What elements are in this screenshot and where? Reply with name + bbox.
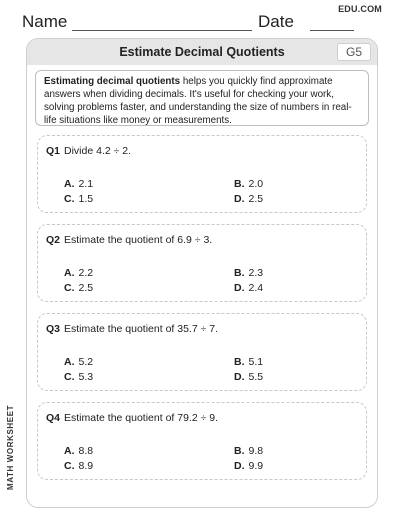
option-c[interactable]: C. 2.5 xyxy=(64,282,94,294)
question-line xyxy=(46,412,218,424)
option-a[interactable]: A. 2.1 xyxy=(64,178,94,190)
question-number: Q4 xyxy=(46,412,61,424)
option-b[interactable]: B. 2.3 xyxy=(234,267,264,279)
option-d[interactable]: D. 5.5 xyxy=(234,371,264,383)
question-text: Estimate the quotient of 35.7 ÷ 7. xyxy=(64,323,219,335)
date-label: Date xyxy=(258,12,294,31)
option-a[interactable]: A. 5.2 xyxy=(64,356,94,368)
question-4 xyxy=(37,402,367,480)
intro-bold-text: Estimating decimal quotients xyxy=(44,76,181,87)
option-c[interactable]: C. 5.3 xyxy=(64,371,94,383)
question-number: Q1 xyxy=(46,145,61,157)
side-label: MATH WORKSHEET xyxy=(6,404,15,490)
question-line xyxy=(46,323,218,335)
question-2 xyxy=(37,224,367,302)
question-text: Estimate the quotient of 6.9 ÷ 3. xyxy=(64,234,213,246)
date-line[interactable] xyxy=(310,30,354,31)
worksheet-title: Estimate Decimal Quotients xyxy=(119,45,285,59)
question-number: Q3 xyxy=(46,323,61,335)
worksheet xyxy=(26,38,378,508)
title-bar xyxy=(27,39,377,65)
question-line xyxy=(46,234,212,246)
intro-box xyxy=(35,70,369,126)
question-number: Q2 xyxy=(46,234,61,246)
option-b[interactable]: B. 9.8 xyxy=(234,445,264,457)
brand-logo: EDU.COM xyxy=(338,4,382,14)
option-a[interactable]: A. 8.8 xyxy=(64,445,94,457)
question-text: Divide 4.2 ÷ 2. xyxy=(64,145,132,157)
name-label: Name xyxy=(22,12,68,31)
intro-text: helps you quickly find approximate answers when dividing decimals. It's useful for checking your work, solving problems faster, and understanding the size of numbers in real-life situations like money or measurements. xyxy=(44,76,352,126)
option-c[interactable]: C. 8.9 xyxy=(64,460,94,472)
option-a[interactable]: A. 2.2 xyxy=(64,267,94,279)
option-b[interactable]: B. 5.1 xyxy=(234,356,264,368)
option-d[interactable]: D. 2.5 xyxy=(234,193,264,205)
option-c[interactable]: C. 1.5 xyxy=(64,193,94,205)
name-line[interactable] xyxy=(72,30,252,31)
grade-badge: G5 xyxy=(337,43,371,61)
question-3 xyxy=(37,313,367,391)
question-1 xyxy=(37,135,367,213)
question-text: Estimate the quotient of 79.2 ÷ 9. xyxy=(64,412,219,424)
option-d[interactable]: D. 9.9 xyxy=(234,460,264,472)
header-row xyxy=(22,12,382,32)
option-b[interactable]: B. 2.0 xyxy=(234,178,264,190)
question-line xyxy=(46,145,131,157)
option-d[interactable]: D. 2.4 xyxy=(234,282,264,294)
